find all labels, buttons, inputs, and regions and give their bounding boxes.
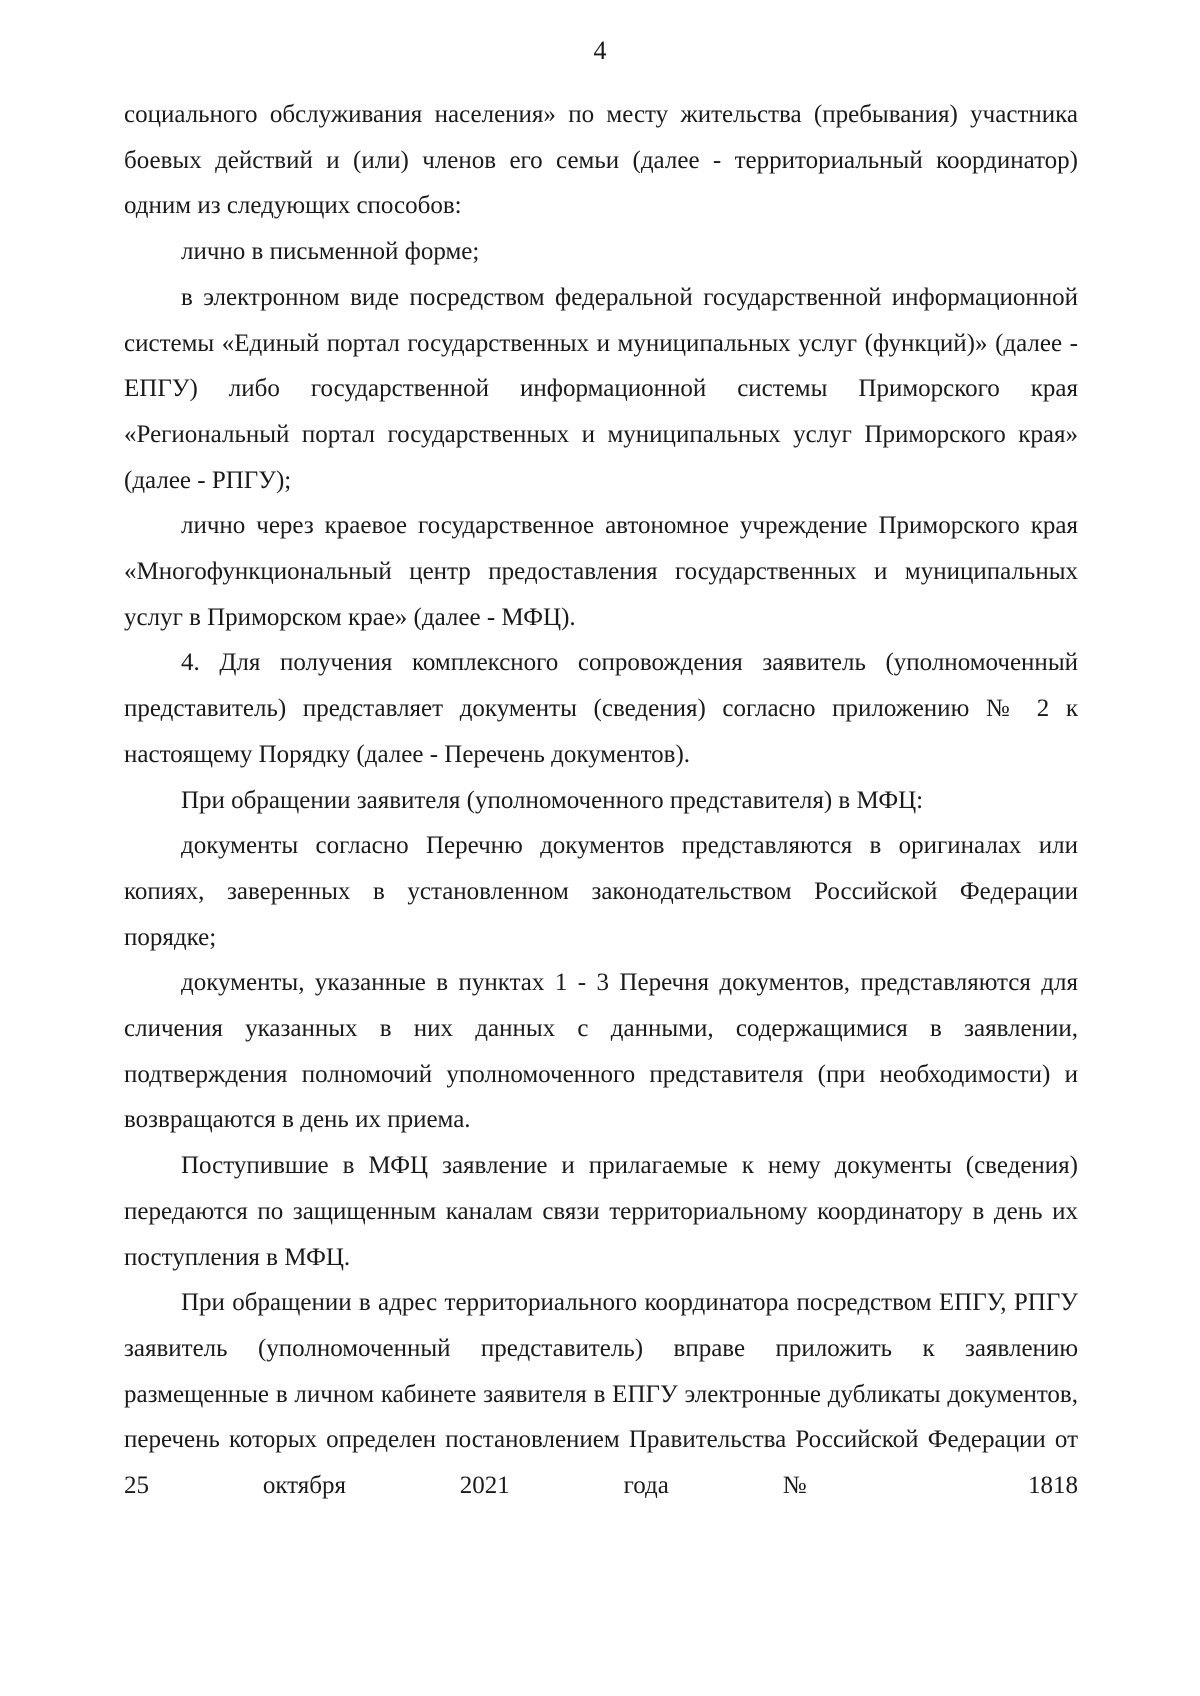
paragraph-originals-or-copies: документы согласно Перечню документов представляются в оригиналах или копиях, заверенных в установленном законодательством Российской Федерации порядке; bbox=[124, 832, 1078, 951]
paragraph-documents-items-1-3: документы, указанные в пунктах 1 - 3 Перечня документов, представляются для сличения указанных в них данных с данными, содержащимися в заявлении, подтверждения полномочий уполномоченного представителя (при необходимости) и возвращаются в день их приема. bbox=[124, 969, 1078, 1134]
paragraph-item-4-documents: 4. Для получения комплексного сопровождения заявитель (уполномоченный представитель) представляет документы (сведения) согласно приложению № 2 к настоящему Порядку (далее - Перечень документов). bbox=[124, 649, 1078, 768]
paragraph-epgu-electronic-duplicates: При обращении в адрес территориального координатора посредством ЕПГУ, РПГУ заявитель (уполномоченный представитель) вправе приложить к заявлению размещенные в личном кабинете заявителя в ЕПГУ электронные дубликаты документов, перечень которых определен постановлением Правительства Российской Федерации от 25 октября 2021 года № 1818 bbox=[124, 1289, 1078, 1500]
paragraph-mfc-application: При обращении заявителя (уполномоченного представителя) в МФЦ: bbox=[181, 786, 924, 814]
paragraph-mfc-transfer: Поступившие в МФЦ заявление и прилагаемые к нему документы (сведения) передаются по защищенным каналам связи территориальному координатору в день их поступления в МФЦ. bbox=[124, 1152, 1078, 1271]
page-number: 4 bbox=[593, 36, 607, 65]
paragraph-in-person-written: лично в письменной форме; bbox=[181, 238, 480, 266]
document-body bbox=[124, 92, 1078, 1509]
paragraph-in-person-mfc: лично через краевое государственное автономное учреждение Приморского края «Многофункциональный центр предоставления государственных и муниципальных услуг в Приморском крае» (далее - МФЦ). bbox=[124, 512, 1078, 631]
paragraph-electronic-epgu-rpgu: в электронном виде посредством федеральной государственной информационной системы «Единый портал государственных и муниципальных услуг (функций)» (далее - ЕПГУ) либо государственной информационной системы Приморского края «Региональный портал государственных и муниципальных услуг Приморского края» (далее - РПГУ); bbox=[124, 283, 1078, 494]
paragraph-continuation-territorial-coordinator: социального обслуживания населения» по месту жительства (пребывания) участника боевых действий и (или) членов его семьи (далее - территориальный координатор) одним из следующих способов: bbox=[124, 101, 1078, 220]
